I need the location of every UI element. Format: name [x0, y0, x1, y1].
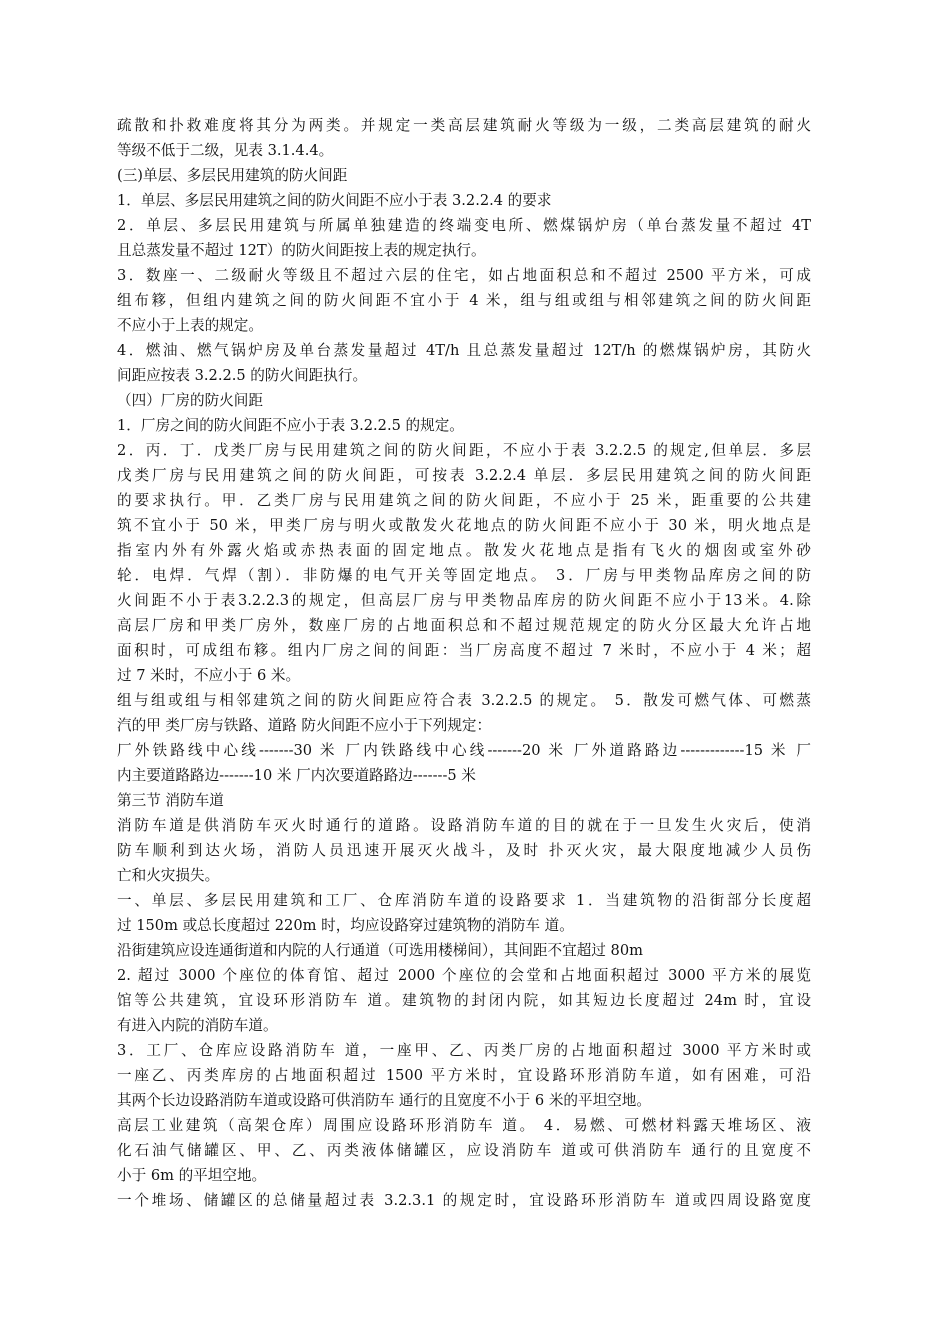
text-line: 4．燃油、燃气锅炉房及单台蒸发量超过 4T/h 且总蒸发量超过 12T/h 的燃煤锅炉房，其防火: [117, 342, 811, 359]
text-line: 有进入内院的消防车道。: [117, 1017, 278, 1034]
text-line: 2. 超过 3000 个座位的体育馆、超过 2000 个座位的会堂和占地面积超过 3000 平方米的展览: [117, 967, 811, 984]
text-line: 小于 6m 的平坦空地。: [117, 1167, 267, 1184]
text-line: 组与组或组与相邻建筑之间的防火间距应符合表 3.2.2.5 的规定。 5．散发可燃气体、可燃蒸: [117, 692, 811, 709]
text-line: 指室内外有外露火焰或赤热表面的固定地点。散发火花地点是指有飞火的烟囱或室外砂: [117, 542, 811, 559]
text-line: 2．丙．丁．戊类厂房与民用建筑之间的防火间距，不应小于表 3.2.2.5 的规定,但单层．多层: [117, 442, 811, 459]
text-line: (三)单层、多层民用建筑的防火间距: [117, 167, 348, 184]
text-line: 火间距不小于表3.2.2.3的规定，但高层厂房与甲类物品库房的防火间距不应小于13米。4.除: [117, 592, 811, 609]
text-line: 且总蒸发量不超过 12T）的防火间距按上表的规定执行。: [117, 242, 486, 259]
text-line: 面积时，可成组布簃。组内厂房之间的间距：当厂房高度不超过 7 米时，不应小于 4 米；超: [117, 642, 811, 659]
text-line: 汽的甲 类厂房与铁路、道路 防火间距不应小于下列规定：: [117, 717, 492, 734]
text-line: 化石油气储罐区、甲、乙、丙类液体储罐区，应设消防车 道或可供消防车 通行的且宽度不: [117, 1142, 811, 1159]
text-line: 第三节 消防车道: [117, 792, 224, 809]
text-line: 3．数座一、二级耐火等级且不超过六层的住宅，如占地面积总和不超过 2500 平方米，可成: [117, 267, 811, 284]
text-line: 防车顺利到达火场，消防人员迅速开展灭火战斗，及时 扑灭火灾，最大限度地减少人员伤: [117, 842, 811, 859]
text-line: 过 7 米时，不应小于 6 米。: [117, 667, 301, 684]
text-line: 一、单层、多层民用建筑和工厂、仓库消防车道的设路要求 1．当建筑物的沿街部分长度超: [117, 892, 811, 909]
text-line: 高层工业建筑（高架仓库）周围应设路环形消防车 道。 4．易燃、可燃材料露天堆场区、液: [117, 1117, 811, 1134]
text-line: 筑不宜小于 50 米，甲类厂房与明火或散发火花地点的防火间距不应小于 30 米，明火地点是: [117, 517, 811, 534]
text-line: 一个堆场、储罐区的总储量超过表 3.2.3.1 的规定时，宜设路环形消防车 道或四周设路宽度: [117, 1192, 811, 1209]
text-line: 等级不低于二级，见表 3.1.4.4。: [117, 142, 334, 159]
text-line: 1．厂房之间的防火间距不应小于表 3.2.2.5 的规定。: [117, 417, 464, 434]
text-line: 1．单层、多层民用建筑之间的防火间距不应小于表 3.2.2.4 的要求: [117, 192, 552, 209]
text-line: 高层厂房和甲类厂房外，数座厂房的占地面积总和不超过规范规定的防火分区最大允许占地: [117, 617, 811, 634]
text-line: 2．单层、多层民用建筑与所属单独建造的终端变电所、燃煤锅炉房（单台蒸发量不超过 4T: [117, 217, 811, 234]
document-page: [117, 113, 811, 1213]
text-line: 3．工厂、仓库应设路消防车 道，一座甲、乙、丙类厂房的占地面积超过 3000 平方米时或: [117, 1042, 811, 1059]
text-line: 消防车道是供消防车灭火时通行的道路。设路消防车道的目的就在于一旦发生火灾后，使消: [117, 817, 811, 834]
text-line: 轮．电焊．气焊（割）．非防爆的电气开关等固定地点。 3．厂房与甲类物品库房之间的防: [117, 567, 811, 584]
text-line: 一座乙、丙类库房的占地面积超过 1500 平方米时，宜设路环形消防车道，如有困难，可沿: [117, 1067, 811, 1084]
text-line: 其两个长边设路消防车道或设路可供消防车 通行的且宽度不小于 6 米的平坦空地。: [117, 1092, 651, 1109]
text-line: 的要求执行。甲．乙类厂房与民用建筑之间的防火间距，不应小于 25 米，距重要的公共建: [117, 492, 811, 509]
text-line: 厂外铁路线中心线-------30 米 厂内铁路线中心线-------20 米 厂外道路路边-------------15 米 厂: [117, 742, 811, 759]
text-line: 亡和火灾损失。: [117, 867, 220, 884]
text-line: （四）厂房的防火间距: [117, 392, 263, 409]
text-line: 馆等公共建筑，宜设环形消防车 道。建筑物的封闭内院，如其短边长度超过 24m 时，宜设: [117, 992, 811, 1009]
text-line: 疏散和扑救难度将其分为两类。并规定一类高层建筑耐火等级为一级，二类高层建筑的耐火: [117, 117, 811, 134]
text-line: 沿街建筑应设连通街道和内院的人行通道（可选用楼梯间），其间距不宜超过 80m: [117, 942, 643, 959]
text-line: 内主要道路路边-------10 米 厂内次要道路路边-------5 米: [117, 767, 476, 784]
text-line: 组布簃，但组内建筑之间的防火间距不宜小于 4 米，组与组或组与相邻建筑之间的防火间距: [117, 292, 811, 309]
text-line: 戊类厂房与民用建筑之间的防火间距，可按表 3.2.2.4 单层．多层民用建筑之间的防火间距: [117, 467, 811, 484]
text-line: 过 150m 或总长度超过 220m 时，均应设路穿过建筑物的消防车 道。: [117, 917, 574, 934]
text-line: 不应小于上表的规定。: [117, 317, 263, 334]
text-line: 间距应按表 3.2.2.5 的防火间距执行。: [117, 367, 368, 384]
